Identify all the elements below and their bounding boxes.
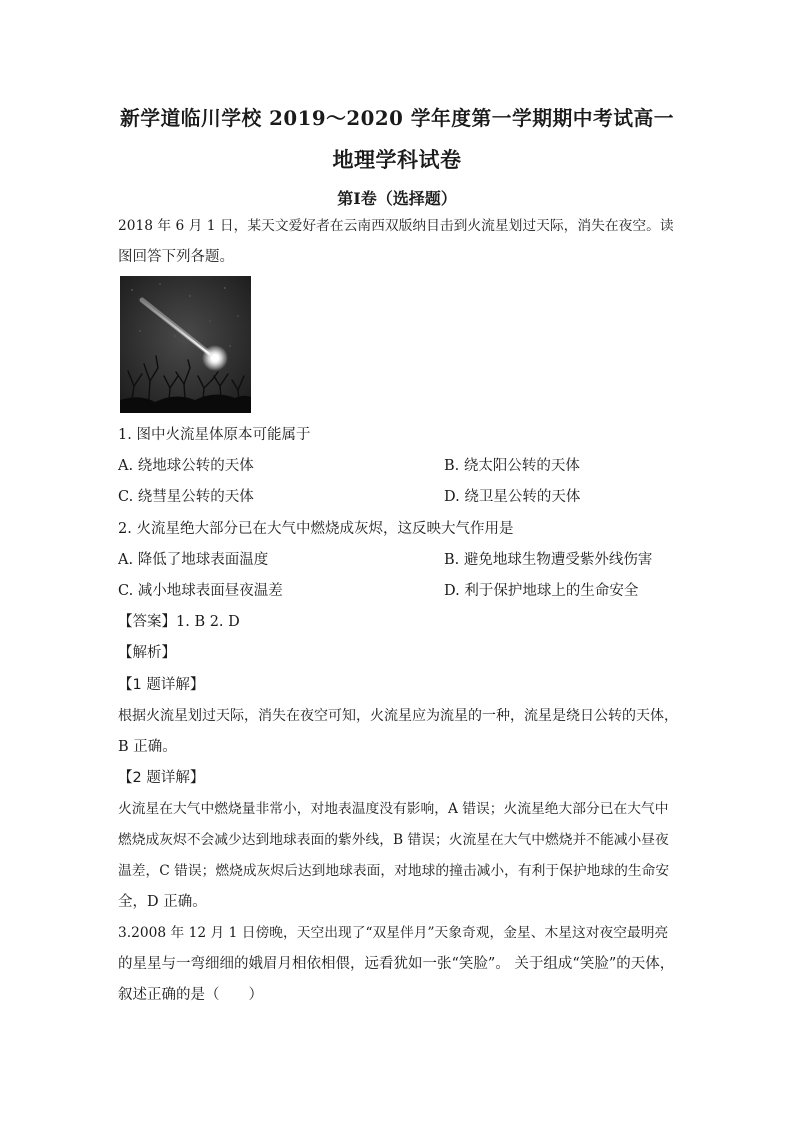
answer-line: [118, 607, 678, 638]
question-1-option-c: C. 绕彗星公转的天体: [118, 489, 254, 505]
intro-line-2: 图回答下列各题。: [118, 249, 234, 265]
detail-1-label: 【1 题详解】: [118, 677, 205, 693]
question-2-option-d: D. 利于保护地球上的生命安全: [444, 583, 639, 599]
question-1-option-d: D. 绕卫星公转的天体: [444, 489, 581, 505]
detail-1-line-2: B 正确。: [118, 739, 177, 755]
question-1-option-b: B. 绕太阳公转的天体: [444, 458, 580, 474]
question-1-stem: 1. 图中火流星体原本可能属于: [118, 427, 311, 443]
question-2-option-c: C. 减小地球表面昼夜温差: [118, 583, 283, 599]
detail-2-label: 【2 题详解】: [118, 770, 205, 786]
detail-2-line-1: 火流星在大气中燃烧量非常小，对地表温度没有影响，A 错误；火流星绝大部分已在大气中: [118, 801, 669, 817]
answer-text: 1. B 2. D: [176, 614, 240, 630]
section-heading: 第Ⅰ卷（选择题）: [337, 189, 457, 208]
detail-2-line-4: 全，D 正确。: [118, 894, 207, 910]
detail-1-line-1: 根据火流星划过天际，消失在夜空可知，火流星应为流星的一种，流星是绕日公转的天体，: [118, 708, 678, 724]
intro-line-1: 2018 年 6 月 1 日，某天文爱好者在云南西双版纳目击到火流星划过天际，消失在夜空。读: [118, 218, 674, 234]
detail-2-line-2: 燃烧成灰烬不会减少达到地球表面的紫外线，B 错误；火流星在大气中燃烧并不能减小昼夜: [118, 832, 669, 848]
exam-title-line1: 新学道临川学校 2019～2020 学年度第一学期期中考试高一: [120, 106, 674, 130]
question-3-line-2: 的星星与一弯细细的娥眉月相依相偎，远看犹如一张“笑脸”。 关于组成“笑脸”的天体，: [118, 956, 675, 972]
question-3-line-3: 叙述正确的是（ ）: [118, 987, 263, 1003]
detail-2-line-3: 温差，C 错误；燃烧成灰烬后达到地球表面，对地球的撞击减小，有利于保护地球的生命安: [118, 863, 670, 879]
question-1-option-a: A. 绕地球公转的天体: [118, 458, 254, 474]
question-2-stem: 2. 火流星绝大部分已在大气中燃烧成灰烬，这反映大气作用是: [118, 521, 514, 537]
analysis-label: 【解析】: [118, 645, 176, 661]
fireball-photo: [120, 276, 251, 413]
question-3-line-1: 3.2008 年 12 月 1 日傍晚，天空出现了“双星伴月”天象奇观，金星、木星这对夜空最明亮: [118, 925, 669, 941]
question-2-option-a: A. 降低了地球表面温度: [118, 552, 269, 568]
question-2-option-b: B. 避免地球生物遭受紫外线伤害: [444, 552, 653, 568]
exam-title-line2: 地理学科试卷: [332, 147, 462, 172]
answer-label: 【答案】: [118, 614, 176, 630]
